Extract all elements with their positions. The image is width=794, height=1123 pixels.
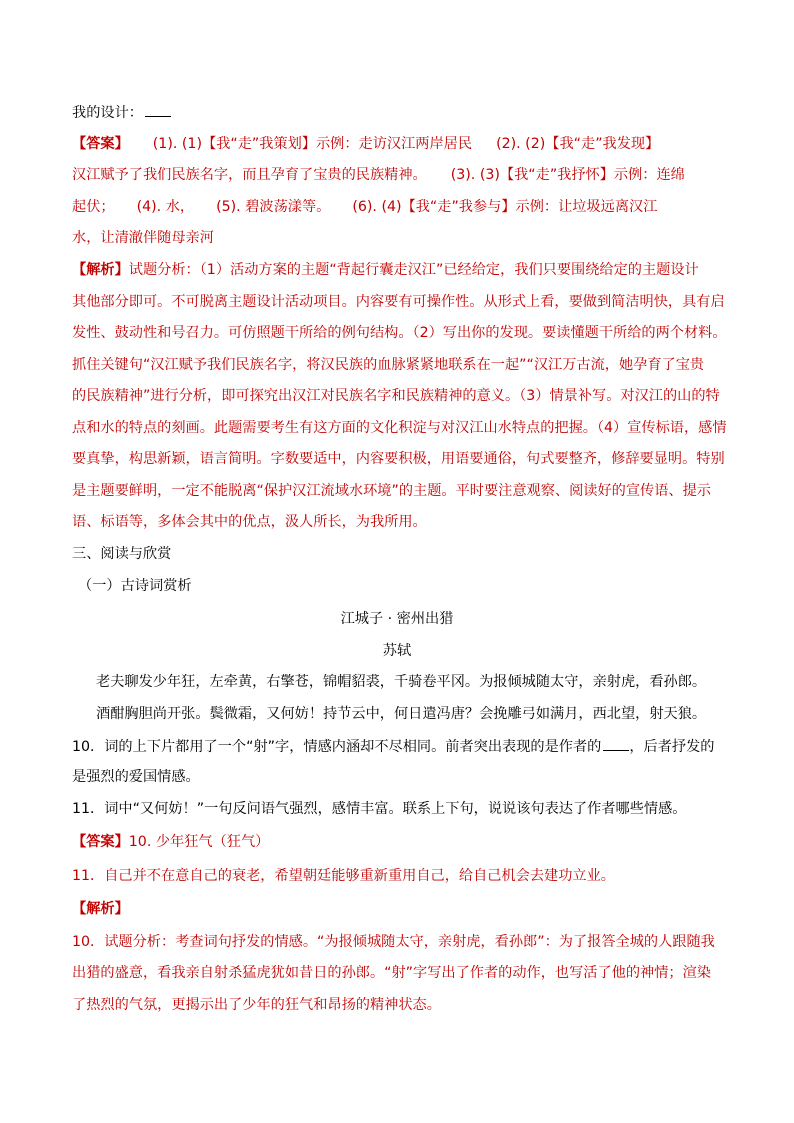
question-11: 11．词中“又何妨！”一句反问语气强烈，感情丰富。联系上下句，说说该句表达了作者哪些情感。 (72, 801, 687, 817)
analysis-tag: 【解析】 (72, 262, 129, 278)
analysis1-line8: 是主题要鲜明，一定不能脱离“保护汉江流域水环境”的主题。平时要注意观察、阅读好的宣传语、提示 (72, 483, 711, 499)
analysis1-line6: 点和水的特点的刻画。此题需要考生有这方面的文化积淀与对汉江山水特点的把握。（4）宣传标语，感情 (72, 420, 727, 436)
poem-line2: 酒酣胸胆尚开张。鬓微霜，又何妨！持节云中，何日遣冯唐？会挽雕弓如满月，西北望，射天狼。 (96, 706, 707, 722)
analysis2-line3: 了热烈的气氛，更揭示出了少年的狂气和昂扬的精神状态。 (72, 997, 441, 1013)
question-10-text: 10．词的上下片都用了一个“射”字，情感内涵却不尽相同。前者突出表现的是作者的 (72, 739, 602, 755)
analysis1-line2: 其他部分即可。不可脱离主题设计活动项目。内容要有可操作性。从形式上看，要做到简洁明快，具有启 (72, 294, 725, 310)
analysis2-tag: 【解析】 (72, 901, 129, 917)
analysis1-line9: 语、标语等，多体会其中的优点，汲人所长，为我所用。 (72, 514, 427, 530)
answer-10: 10. 少年狂气（狂气） (128, 834, 270, 850)
answer2-line1 (72, 832, 732, 852)
answer1-line3 (72, 197, 732, 217)
analysis1-text: 试题分析：（1）活动方案的主题“背起行囊走汉江”已经给定，我们只要围绕给定的主题设计 (128, 262, 699, 278)
answer1-text: (6). (4)【我“走”我参与】示例：让垃圾远离汉江 (352, 199, 658, 215)
poem-author: 苏轼 (382, 643, 412, 659)
answer1-line4: 水，让清澈伴随母亲河 (72, 230, 214, 246)
answer-tag: 【答案】 (72, 834, 129, 850)
answer1-text: (1). (1)【我“走”我策划】示例：走访汉江两岸居民 (152, 136, 473, 152)
analysis1-line3: 发性、鼓动性和号召力。可仿照题干所给的例句结构。（2）写出你的发现。要读懂题干所给的两个材料。 (72, 325, 727, 341)
design-blank (145, 102, 171, 117)
analysis2-line2: 出猎的盛意，看我亲自射杀猛虎犹如昔日的孙郎。“射”字写出了作者的动作，也写活了他的神情；渲染 (72, 965, 711, 981)
analysis1-line7: 要真挚，构思新颖，语言简明。字数要适中，内容要积极，用语要通俗，句式要整齐，修辞要显明。特别 (72, 451, 725, 467)
analysis1-line4: 抓住关键句“汉江赋予我们民族名字，将汉民族的血脉紧紧地联系在一起”“汉江万古流，她孕育了宝贵 (72, 357, 705, 373)
question-10-text: ，后者抒发的 (629, 739, 715, 755)
answer1-text: 起伏； (72, 199, 115, 215)
poem-title: 江城子 · 密州出猎 (340, 611, 454, 627)
answer-tag: 【答案】 (72, 136, 129, 152)
poem-line1: 老夫聊发少年狂，左牵黄，右擎苍，锦帽貂裘，千骑卷平冈。为报倾城随太守，亲射虎，看孙郎。 (96, 674, 707, 690)
answer1-text: (5). 碧波荡漾等。 (216, 199, 331, 215)
question-10-cont: 是强烈的爱国情感。 (72, 769, 200, 785)
answer-11: 11．自己并不在意自己的衰老，希望朝廷能够重新重用自己，给自己机会去建功立业。 (72, 868, 615, 884)
section-title: 三、阅读与欣赏 (72, 546, 172, 562)
answer1-text: 汉江赋予了我们民族名字，而且孕育了宝贵的民族精神。 (72, 167, 427, 183)
analysis2-line1: 10．试题分析：考查词句抒发的情感。“为报倾城随太守，亲射虎，看孙郎”：为了报答全城的人跟随我 (72, 934, 715, 950)
answer1-text: (3). (3)【我“走”我抒怀】示例：连绵 (450, 167, 685, 183)
answer1-line2 (72, 165, 732, 185)
question-10-blank (603, 736, 629, 751)
design-line (72, 102, 732, 123)
answer1-text: (2). (2)【我“走”我发现】 (496, 136, 660, 152)
analysis1-line1 (72, 260, 732, 280)
question-10 (72, 736, 732, 757)
answer1-text: (4). 水， (136, 199, 195, 215)
section-subtitle: （一）古诗词赏析 (78, 578, 192, 594)
design-label: 我的设计： (72, 105, 143, 121)
analysis1-line5: 的民族精神”进行分析，即可探究出汉江对民族名字和民族精神的意义。（3）情景补写。对汉江的山的特 (72, 388, 720, 404)
answer1-line1 (72, 134, 732, 154)
